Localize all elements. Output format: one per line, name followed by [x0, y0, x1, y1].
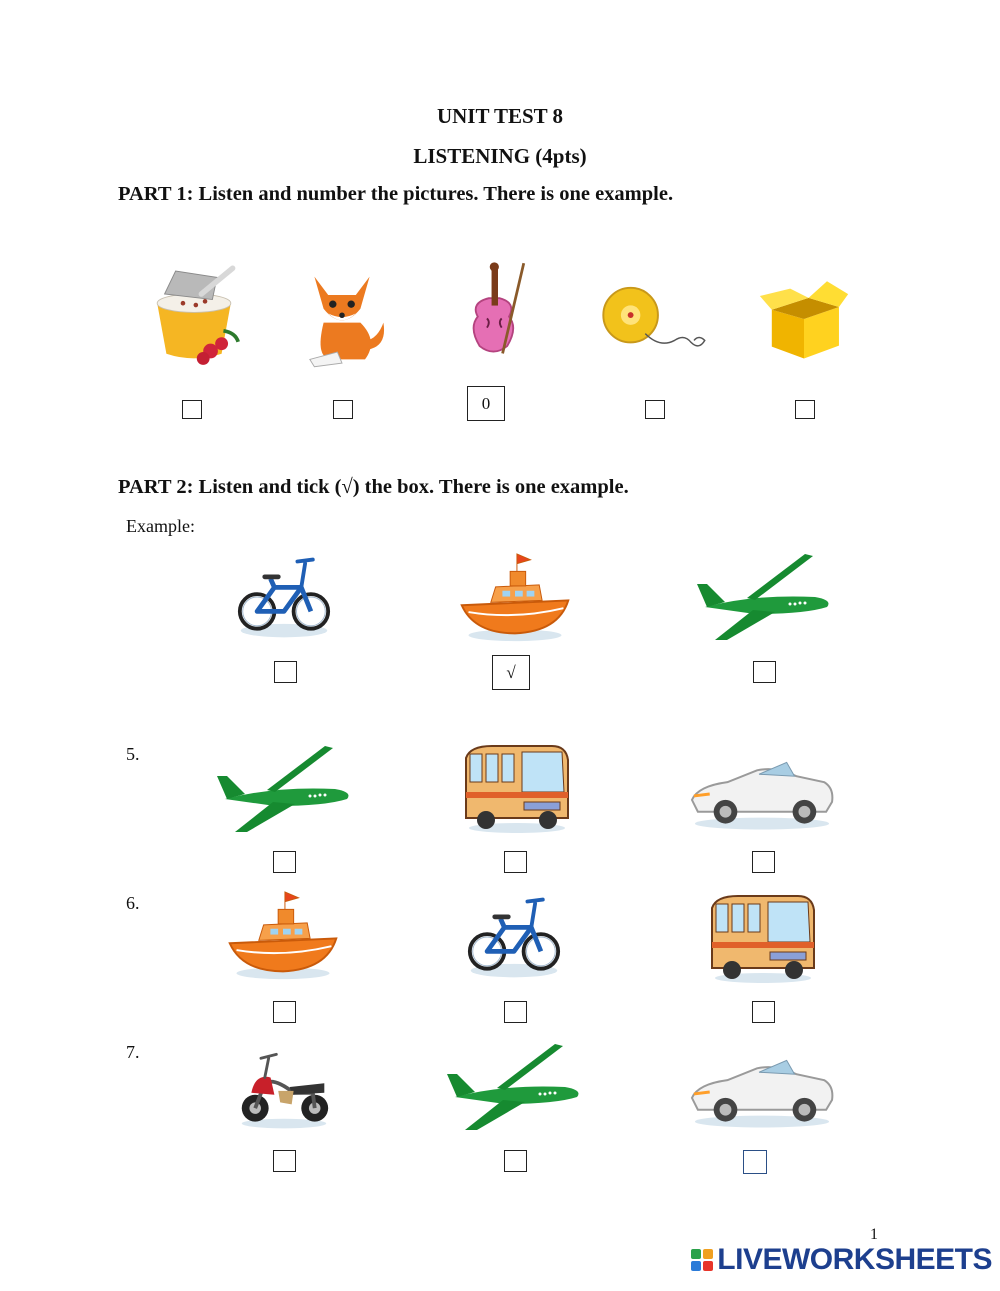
violin-icon — [452, 256, 544, 368]
bus-icon — [462, 740, 572, 835]
answer-box-yoyo[interactable] — [645, 400, 665, 419]
tick-box-7-car[interactable] — [743, 1150, 767, 1174]
page-title: UNIT TEST 8 — [436, 104, 564, 128]
part2-heading: PART 2: Listen and tick (√) the box. There is one example. — [118, 476, 629, 498]
logo-blocks-icon — [691, 1249, 713, 1271]
bicycle-icon — [236, 552, 332, 642]
bicycle-icon — [466, 892, 562, 982]
car-icon — [688, 1050, 836, 1130]
yoyo-icon — [600, 280, 710, 358]
car-icon — [688, 752, 836, 832]
fox-icon — [296, 265, 388, 371]
tick-box-example-bicycle[interactable] — [274, 661, 297, 683]
liveworksheets-logo — [691, 1243, 992, 1277]
plane-icon — [215, 744, 355, 834]
question-number-5: 5. — [126, 744, 140, 764]
tick-box-example-plane[interactable] — [753, 661, 776, 683]
tick-box-6-bicycle[interactable] — [504, 1001, 527, 1023]
tick-box-5-car[interactable] — [752, 851, 775, 873]
yogurt-icon — [148, 262, 240, 372]
tick-box-7-plane[interactable] — [504, 1150, 527, 1172]
tick-box-6-ship[interactable] — [273, 1001, 296, 1023]
motorbike-icon — [236, 1042, 332, 1134]
answer-box-fox[interactable] — [333, 400, 353, 419]
tick-box-5-plane[interactable] — [273, 851, 296, 873]
ship-icon — [223, 890, 343, 982]
box-icon — [758, 277, 850, 361]
answer-box-violin-example[interactable]: 0 — [467, 386, 505, 421]
brand-name: LIVEWORKSHEETS — [717, 1243, 992, 1276]
ship-icon — [455, 552, 575, 644]
page-number: 1 — [870, 1226, 878, 1243]
tick-box-5-bus[interactable] — [504, 851, 527, 873]
question-number-6: 6. — [126, 893, 140, 913]
tick-box-example-ship[interactable]: √ — [492, 655, 530, 690]
part1-heading: PART 1: Listen and number the pictures. There is one example. — [118, 183, 674, 205]
section-subtitle: LISTENING (4pts) — [413, 144, 587, 168]
tick-box-6-bus[interactable] — [752, 1001, 775, 1023]
answer-box-box[interactable] — [795, 400, 815, 419]
question-number-7: 7. — [126, 1042, 140, 1062]
example-label: Example: — [126, 516, 195, 536]
answer-box-yogurt[interactable] — [182, 400, 202, 419]
plane-icon — [695, 552, 835, 642]
tick-box-7-motorbike[interactable] — [273, 1150, 296, 1172]
bus-icon — [708, 890, 818, 985]
plane-icon — [445, 1042, 585, 1132]
